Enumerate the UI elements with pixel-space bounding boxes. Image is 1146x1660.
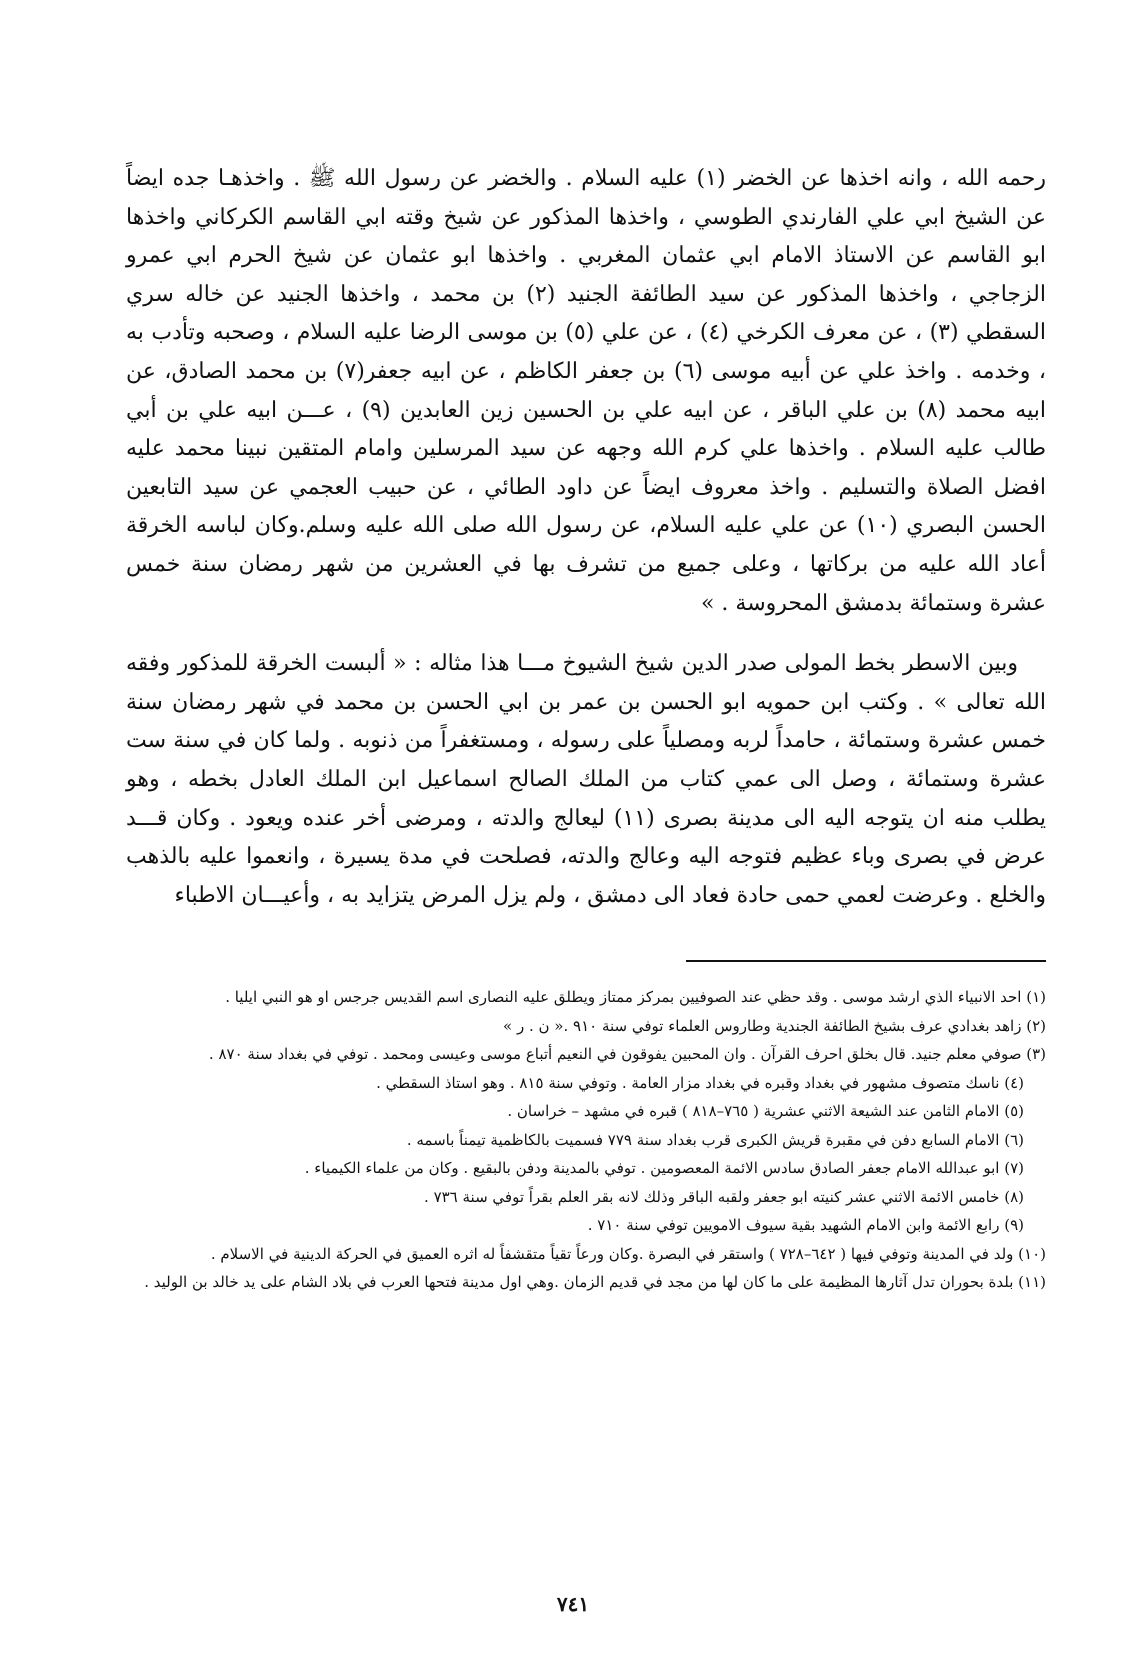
- body-paragraph-2: وبين الاسطر بخط المولى صدر الدين شيخ الشيوخ مـــا هذا مثاله : « ألبست الخرقة للمذكور وفقه الله تعالى » . وكتب ابن حمويه ابو الحسن بن عمر بن ابي الحسن بن محمد في شهر رمضان سنة خمس عشرة وستمائة ، حامداً لربه ومصلياً على رسوله ، ومستغفراً من ذنوبه . ولما كان في سنة ست عشرة وستمائة ، وصل الى عمي كتاب من الملك الصالح اسماعيل ابن الملك العادل بخطه ، وهو يطلب منه ان يتوجه اليه الى مدينة بصرى (١١) ليعالج والدته ، ومرضى أخر عنده ويعود . وكان قـــد عرض في بصرى وباء عظيم فتوجه اليه وعالج والدته، فصلحت في مدة يسيرة ، وانعموا عليه بالذهب والخلع . وعرضت لعمي حمى حادة فعاد الى دمشق ، ولم يزل المرض يتزايد به ، وأعيـــان الاطباء: [126, 651, 1046, 908]
- footnote-1: (١) احد الانبياء الذي ارشد موسى . وقد حظي عند الصوفيين بمركز ممتاز ويطلق عليه النصارى اسم القديس جرجس او هو النبي ايليا .: [225, 988, 1046, 1006]
- footnote-divider: [686, 960, 1046, 962]
- footnote-10: (١٠) ولد في المدينة وتوفي فيها ( ٦٤٢–٧٢٨ ) واستقر في البصرة .وكان ورعاً تقياً متقشفاً له اثره العميق في الحركة الدينية في الاسلام .: [210, 1244, 1046, 1263]
- main-text: [126, 160, 1046, 915]
- body-paragraph-1: رحمه الله ، وانه اخذها عن الخضر (١) عليه السلام . والخضر عن رسول الله ﷺ . واخذهـا جده ايضاً عن الشيخ ابي علي الفارندي الطوسي ، واخذها المذكور عن شيخ وقته ابي القاسم الكركاني واخذها ابو القاسم عن الاستاذ الامام ابي عثمان المغربي . واخذها ابو عثمان عن شيخ الحرم ابي عمرو الزجاجي ، واخذها المذكور عن سيد الطائفة الجنيد (٢) بن محمد ، واخذها الجنيد عن خاله سري السقطي (٣) ، عن معرف الكرخي (٤) ، عن علي (٥) بن موسى الرضا عليه السلام ، وصحبه وتأدب به ، وخدمه . واخذ علي عن أبيه موسى (٦) بن جعفر الكاظم ، عن ابيه جعفر(٧) بن محمد الصادق، عن ابيه محمد (٨) بن علي الباقر ، عن ابيه علي بن الحسين زين العابدين (٩) ، عـــن ابيه علي بن أبي طالب عليه السلام . واخذها علي كرم الله وجهه عن سيد المرسلين وامام المتقين نبينا محمد عليه افضل الصلاة والتسليم . واخذ معروف ايضاً عن داود الطائي ، عن حبيب العجمي عن سيد التابعين الحسن البصري (١٠) عن علي عليه السلام، عن رسول الله صلى الله عليه وسلم.وكان لباسه الخرقة أعاد الله عليه من بركاتها ، وعلى جميع من تشرف بها في العشرين من شهر رمضان سنة خمس عشرة وستمائة بدمشق المحروسة . »: [126, 166, 1047, 616]
- footnote-2: (٢) زاهد بغدادي عرف بشيخ الطائفة الجندية وطاروس العلماء توفي سنة ٩١٠ .« ن . ر »: [503, 1016, 1046, 1035]
- footnote-8: (٨) خامس الائمة الاثني عشر كنيته ابو جعفر ولقبه الباقر وذلك لانه بقر العلم بقراً توفي سنة ٧٣٦ .: [424, 1187, 1024, 1206]
- footnote-9: (٩) رابع الائمة وابن الامام الشهيد بقية سيوف الامويين توفي سنة ٧١٠ .: [587, 1216, 1024, 1234]
- footnote-11: (١١) بلدة بحوران تدل آثارها المظيمة على ما كان لها من مجد في قديم الزمان .وهي اول مدينة فتحها العرب في بلاد الشام على يد خالد بن الوليد .: [144, 1273, 1046, 1291]
- page-number: ٧٤١: [556, 1592, 590, 1616]
- footnotes: [126, 983, 1046, 1297]
- footnote-7: (٧) ابو عبدالله الامام جعفر الصادق سادس الائمة المعصومين . توفي بالمدينة ودفن بالبقيع . وكان من علماء الكيمياء .: [304, 1159, 1024, 1177]
- footnote-6: (٦) الامام السابع دفن في مقبرة قريش الكبرى قرب بغداد سنة ٧٧٩ فسميت بالكاظمية تيمناً باسمه .: [406, 1130, 1024, 1149]
- footnote-3: (٣) صوفي معلم جنيد. قال بخلق احرف القرآن . وان المحبين يفوقون في النعيم أتباع موسى وعيسى ومحمد . توفي في بغداد سنة ٨٧٠ .: [208, 1045, 1046, 1063]
- footnote-4: (٤) ناسك متصوف مشهور في بغداد وقبره في بغداد مزار العامة . وتوفي سنة ٨١٥ . وهو استاذ السقطي .: [376, 1073, 1024, 1092]
- footnote-5: (٥) الامام الثامن عند الشيعة الاثني عشرية ( ٧٦٥–٨١٨ ) قبره في مشهد – خراسان .: [507, 1102, 1024, 1120]
